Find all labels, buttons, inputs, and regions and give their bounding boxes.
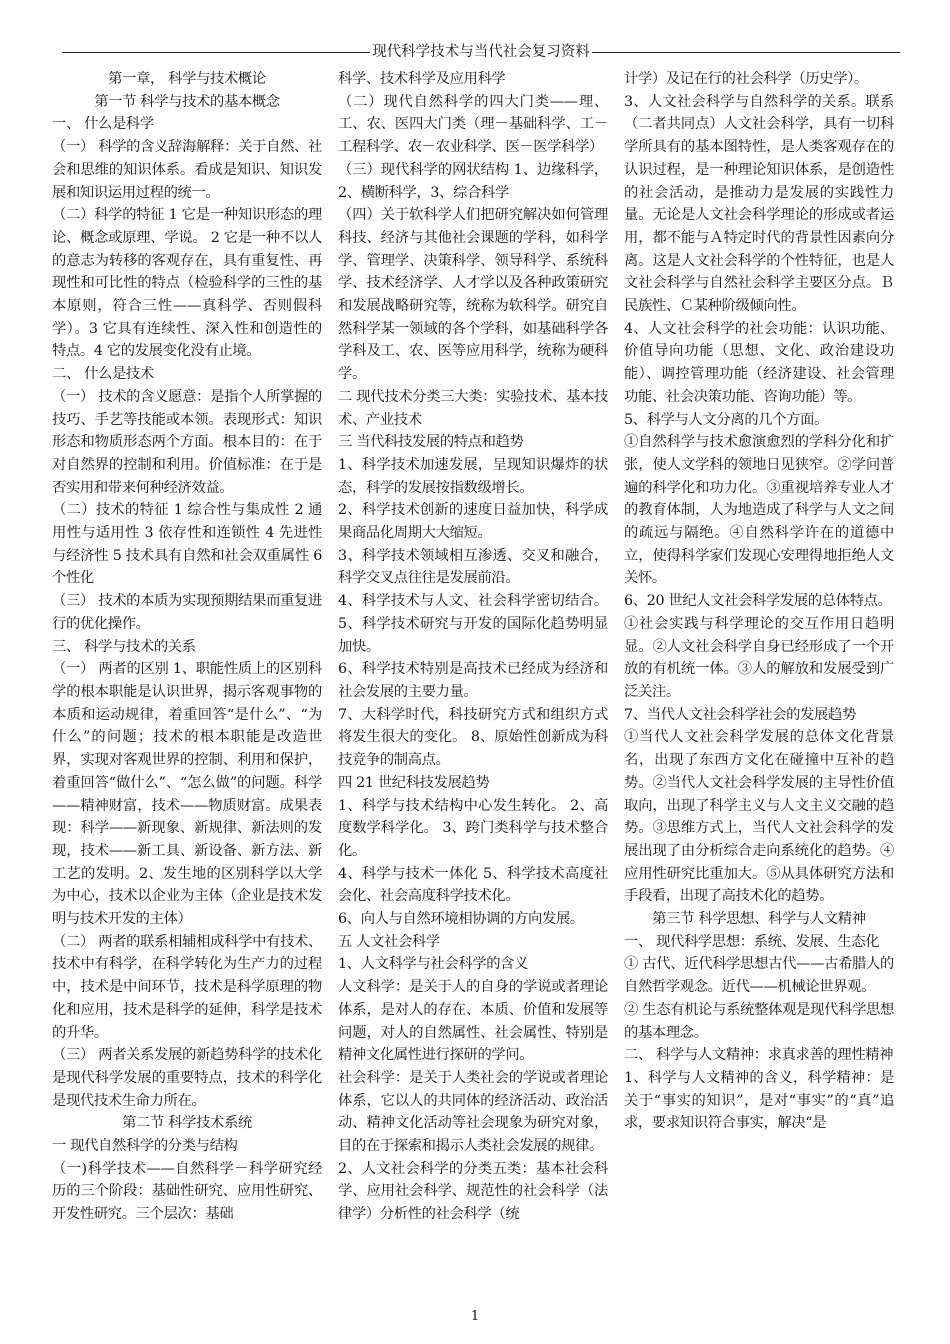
subheading: 一、 什么是科学 (52, 116, 154, 133)
text-column-3 (624, 68, 894, 1300)
paragraph: 3、人文社会科学与自然科学的关系。联系（二者共同点）人文社会科学，具有一切科学所具有的基本图特性，是人类客观存在的认识过程，是一种理论知识体系，是创造性的社会活动，是推动力是发展的实践性力量。无论是人文社会科学理论的形成或者运用，都不能与Ａ特定时代的背景性因素向分离。这是人文社会科学的个性特征，也是人文社会科学与自然社会科学主要区分点。Ｂ民族性、Ｃ某种阶级倾向性。 (624, 93, 894, 315)
page-header (62, 42, 900, 62)
header-rule-right (592, 52, 900, 53)
subheading: 1、人文科学与社会科学的含义 (338, 956, 529, 973)
paragraph: （二）科学的特征 1 它是一种知识形态的理论、概念或原理、学说。 2 它是一种不以人的意志为转移的客观存在，具有重复性、再现性和可比性的特点（检验科学的三性的基本原则，符合三性——真科学、否则假科学）。3 它具有连续性、深入性和创造性的特点。4 它的发展变化没有止境。 (52, 207, 322, 360)
paragraph: （二） 两者的联系相辅相成科学中有技术、技术中有科学，在科学转化为生产力的过程中，技术是中间环节，技术是科学原理的物化和应用，技术是科学的延伸，科学是技术的升华。 (52, 933, 322, 1041)
list-item: 3、科学技术领域相互渗透、交叉和融合，科学交叉点往往是发展前沿。 (338, 547, 608, 587)
paragraph: （四）关于软科学人们把研究解决如何管理科技、经济与其他社会课题的学科，如科学学、管理学、决策科学、领导科学、系统科学、技术经济学、人才学以及各种政策研究和发展战略研究等，统称为软科学。研究自然科学某一领域的各个学科，如基础科学各学科及工、农、医等应用科学，统称为硬科学。 (338, 207, 608, 383)
subheading: 7、当代人文社会科学社会的发展趋势 (624, 706, 856, 723)
list-item: 7、大科学时代，科技研究方式和组织方式将发生很大的变化。 8、原始性创新成为科技竞争的制高点。 (338, 706, 608, 769)
paragraph: （一） 技术的含义愿意：是指个人所掌握的技巧、手艺等技能或本领。表现形式：知识形态和物质形态两个方面。根本目的：在于对自然界的控制和利用。价值标准：在于是否实用和带来何种经济效益。 (52, 388, 322, 496)
chapter-heading: 第一章， 科学与技术概论 (108, 71, 266, 87)
subheading: 一 现代自然科学的分类与结构 (52, 1138, 238, 1155)
list-item: 4、科学技术与人文、社会科学密切结合。 5、科学技术研究与开发的国际化趋势明显加快。 (338, 593, 608, 655)
text-column-1 (52, 68, 322, 1300)
list-item: 1、科学技术加速发展，呈现知识爆炸的状态，科学的发展按指数级增长。 (338, 456, 608, 496)
section-heading: 第三节 科学思想、科学与人文精神 (652, 911, 866, 928)
subheading: 三、 科学与技术的关系 (52, 638, 196, 655)
subheading: 6、20 世纪人文社会科学发展的总体特点。 (624, 593, 892, 610)
paragraph: （一） 两者的区别 1、职能性质上的区别科学的根本职能是认识世界，揭示客观事物的本质和运动规律，着重回答“是什么”、“为什么”的问题；技术的根本职能是改造世界，实现对客观世界的控制、利用和保护，着重回答“做什么”、“怎么做”的问题。科学——精神财富，技术——物质财富。成果表现：科学——新现象、新规律、新法则的发现，技术——新工具、新设备、新方法、新工艺的发明。2、发生地的区别科学以大学为中心，技术以企业为主体（企业是技术发明与技术开发的主体） (52, 661, 322, 928)
paragraph: （三） 两者关系发展的新趋势科学的技术化是现代科学发展的重要特点，技术的科学化是现代技术生命力所在。 (52, 1047, 322, 1109)
paragraph: （一） 科学的含义辞海解释：关于自然、社会和思维的知识体系。看成是知识、知识发展和知识运用过程的统一。 (52, 139, 322, 201)
list-item: 6、向人与自然环境相协调的方向发展。 (338, 911, 584, 928)
subheading: 三 当代科技发展的特点和趋势 (338, 434, 524, 451)
paragraph: 1、科学与人文精神的含义，科学精神：是关于“事实的知识”，是对“事实”的“真”追求，要求知识符合事实，解决“是 (624, 1069, 894, 1132)
header-rule-left (62, 52, 370, 53)
paragraph: 社会科学：是关于人类社会的学说或者理论体系，它以人的共同体的经济活动、政治活动、精神文化活动等社会现象为研究对象，目的在于探索和揭示人类社会发展的规律。 (338, 1069, 608, 1155)
paragraph: （二）现代自然科学的四大门类——理、工、农、医四大门类（理－基础科学、工－工程科学、农－农业科学、医－医学科学） (338, 93, 608, 156)
subheading: 5、科学与人文分离的几个方面。 (624, 411, 829, 428)
paragraph: （三）现代科学的网状结构 1、边缘科学，2、横断科学，3、综合科学 (338, 161, 608, 201)
paragraph: 计学）及记在行的社会科学（历史学）。 (624, 71, 868, 87)
paragraph: ①当代人文社会科学发展的总体文化背景名，出现了东西方文化在碰撞中互补的趋势。②当代人文社会科学发展的主导性价值取向，出现了科学主义与人文主义交融的趋势。③思维方式上，当代人文社会科学的发展出现了由分析综合走向系统化的趋势。④应用性研究比重加大。⑤从具体研究方法和手段看，出现了高技术化的趋势。 (624, 729, 894, 905)
section-heading: 第一节 科学与技术的基本概念 (94, 93, 280, 110)
subheading: 四 21 世纪科技发展趋势 (338, 774, 490, 791)
paragraph: （三） 技术的本质为实现预期结果而重复进行的优化操作。 (52, 593, 322, 632)
paragraph: ① 古代、近代科学思想古代——古希腊人的自然哲学观念。近代——机械论世界观。 (624, 956, 894, 996)
subheading: 五 人文社会科学 (338, 933, 440, 950)
list-item: 4、科学与技术一体化 5、科学技术高度社会化、社会高度科学技术化。 (338, 865, 608, 905)
paragraph: 人文科学：是关于人的自身的学说或者理论体系，是对人的存在、本质、价值和发展等问题，对人的自然属性、社会属性、特别是精神文化属性进行探研的学问。 (338, 979, 608, 1064)
paragraph: 4、人文社会科学的社会功能：认识功能、价值导向功能（思想、文化、政治建设功能）、调控管理功能（经济建设、社会管理功能、社会决策功能、咨询功能）等。 (624, 320, 894, 405)
paragraph: ①社会实践与科学理论的交互作用日趋明显。②人文社会科学自身已经形成了一个开放的有机统一体。③人的解放和发展受到广泛关注。 (624, 615, 894, 700)
section-heading: 第二节 科学技术系统 (122, 1115, 252, 1132)
paragraph: （一)科学技术——自然科学－科学研究经历的三个阶段：基础性研究、应用性研究、开发性研究。三个层次：基础 (52, 1160, 322, 1223)
subheading: 二、 什么是技术 (52, 366, 154, 383)
paragraph: ①自然科学与技术愈演愈烈的学科分化和扩张，使人文学科的领地日见狭窄。②学问普遍的科学化和功力化。③重视培养专业人才的教育体制，人为地造成了科学与人文之间的疏远与隔绝。④自然科学许在的道德中立，使得科学家们发现心安理得地拒绝人文关怀。 (624, 434, 894, 587)
list-item: 2、科学技术创新的速度日益加快，科学成果商品化周期大大缩短。 (338, 502, 608, 542)
list-item: 1、科学与技术结构中心发生转化。 2、高度数学科学化。 3、跨门类科学与技术整合化。 (338, 797, 608, 859)
text-column-2 (338, 68, 608, 1300)
paragraph: （二）技术的特征 1 综合性与集成性 2 通用性与适用性 3 依存性和连锁性 4 先进性与经济性 5 技术具有自然和社会双重属性 6 个性化 (52, 502, 322, 587)
list-item: 6、科学技术特别是高技术已经成为经济和社会发展的主要力量。 (338, 661, 608, 700)
paragraph: 科学、技术科学及应用科学 (338, 71, 506, 87)
page-number: 1 (470, 1309, 480, 1324)
paragraph: ② 生态有机论与系统整体观是现代科学思想的基本理念。 (624, 1001, 894, 1041)
subheading: 一、 现代科学思想：系统、发展、生态化 (624, 933, 880, 950)
document-title: 现代科学技术与当代社会复习资料 (372, 44, 590, 60)
subheading: 二 现代技术分类三大类：实验技术、基本技术、产业技术 (338, 388, 608, 428)
paragraph: 2、人文社会科学的分类五类：基本社会科学、应用社会科学、规范性的社会科学（法律学）分析性的社会科学（统 (338, 1160, 608, 1223)
subheading: 二、 科学与人文精神：求真求善的理性精神 (624, 1047, 894, 1064)
